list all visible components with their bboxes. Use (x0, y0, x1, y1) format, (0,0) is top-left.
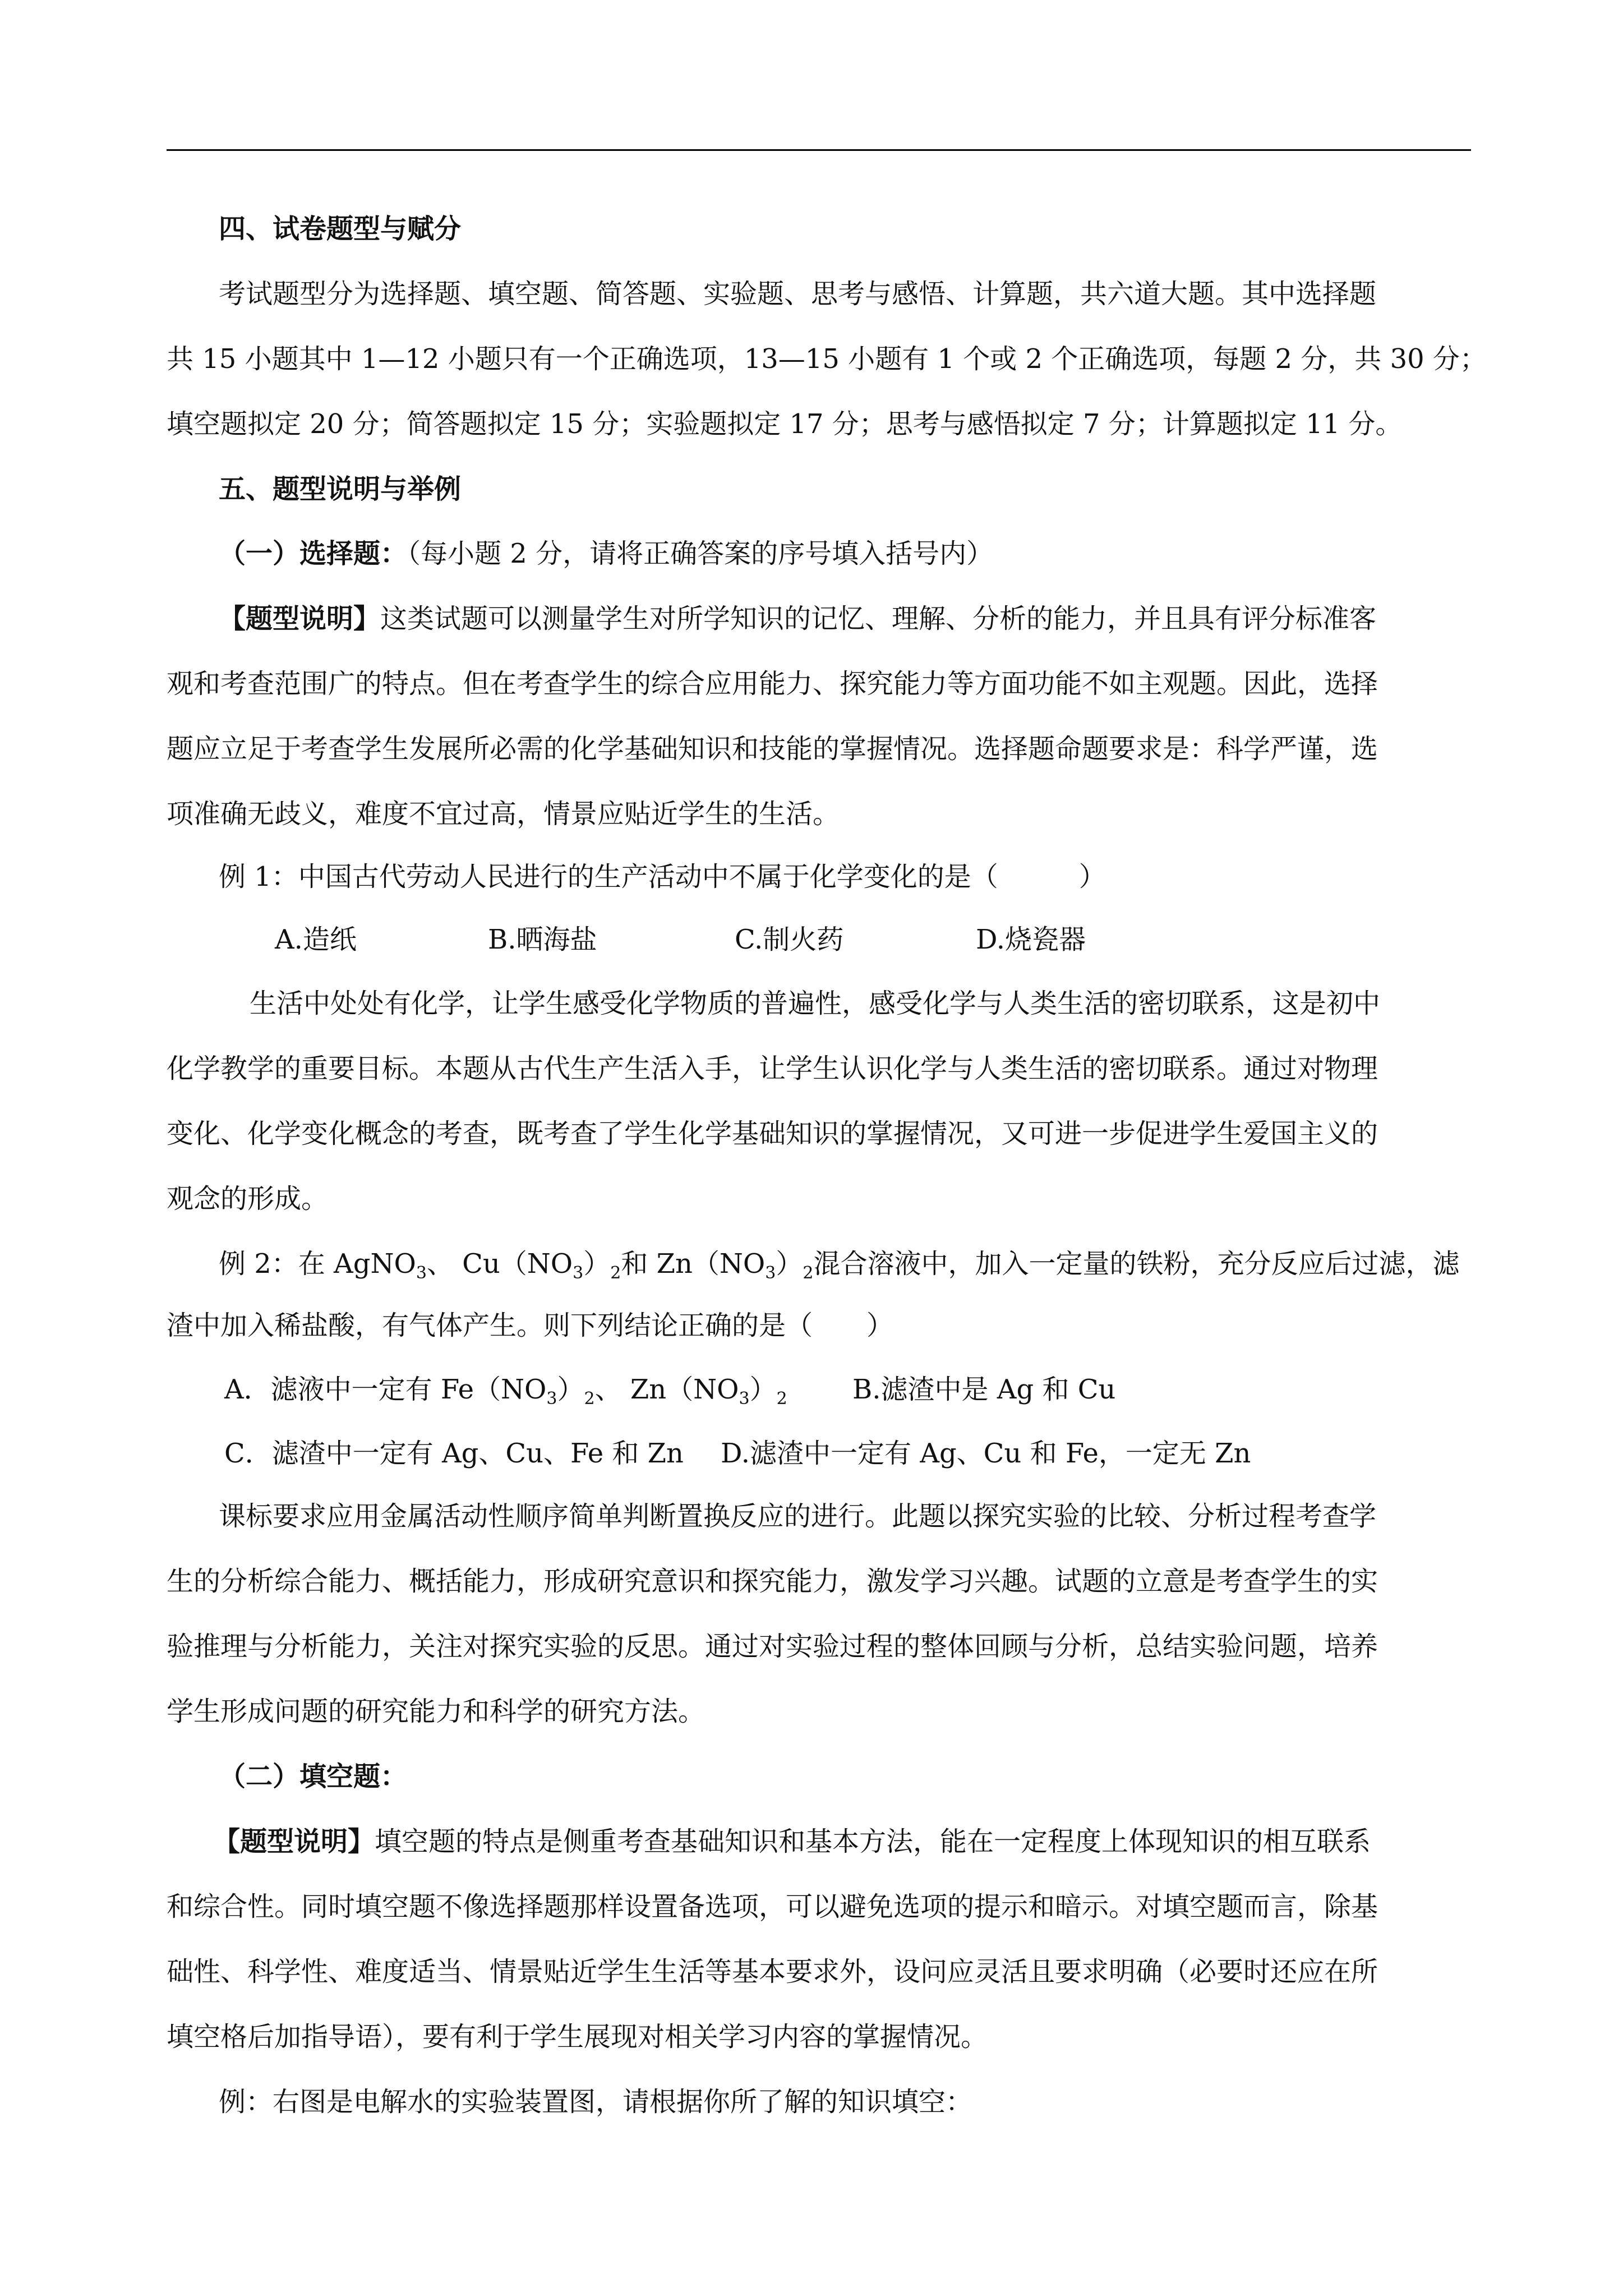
option-b: B.晒海盐 (488, 924, 597, 955)
question-text: 和 Zn（NO (621, 1248, 766, 1280)
option-text: 、 Zn（NO (594, 1374, 739, 1405)
subsection-title-text: （一）选择题： (219, 538, 408, 569)
subscript: 3 (765, 1263, 776, 1283)
section-heading-4: 四、试卷题型与赋分 (219, 213, 462, 245)
subscript: 3 (739, 1389, 750, 1409)
example-1-question: 例 1：中国古代劳动人民进行的生产活动中不属于化学变化的是（ ） (219, 861, 1106, 892)
subscript: 2 (803, 1263, 814, 1283)
paragraph-line: 填空题拟定 20 分；简答题拟定 15 分；实验题拟定 17 分；思考与感悟拟定 7 分；计算题拟定 11 分。 (167, 408, 1403, 440)
desc-line: 填空格后加指导语），要有利于学生展现对相关学习内容的掌握情况。 (167, 2021, 988, 2053)
analysis-line: 学生形成问题的研究能力和科学的研究方法。 (167, 1696, 706, 1727)
example-2-question-line2: 渣中加入稀盐酸，有气体产生。则下列结论正确的是（ ） (167, 1310, 894, 1341)
desc-line (213, 1825, 1518, 1858)
question-text: 、 Cu（NO (426, 1248, 573, 1280)
desc-label: 【题型说明】 (213, 1826, 375, 1857)
analysis-line: 化学教学的重要目标。本题从古代生产生活入手，让学生认识化学与人类生活的密切联系。通过对物理 (167, 1053, 1378, 1084)
option-c: C.制火药 (735, 924, 844, 955)
option-text: A．滤液中一定有 Fe（NO (224, 1374, 547, 1405)
header-rule (167, 149, 1471, 151)
option-d: D.烧瓷器 (976, 924, 1086, 955)
example-2-options-row2 (224, 1437, 1529, 1470)
question-text: 混合溶液中，加入一定量的铁粉，充分反应后过滤，滤 (813, 1248, 1460, 1280)
desc-line (219, 602, 1523, 636)
subscript: 3 (573, 1263, 584, 1283)
option-text: ） (749, 1374, 777, 1405)
subscript: 3 (546, 1389, 557, 1409)
desc-line: 题应立足于考查学生发展所必需的化学基础知识和技能的掌握情况。选择题命题要求是：科学严谨，选 (167, 733, 1378, 765)
option-b: B.滤渣中是 Ag 和 Cu (852, 1374, 1116, 1405)
paragraph-line: 考试题型分为选择题、填空题、简答题、实验题、思考与感悟、计算题，共六道大题。其中选择题 (219, 278, 1377, 310)
desc-label: 【题型说明】 (219, 603, 381, 634)
option-a: A.造纸 (275, 924, 357, 955)
subsection-title-fill: （二）填空题： (219, 1761, 408, 1792)
paragraph-line: 共 15 小题其中 1—12 小题只有一个正确选项，13—15 小题有 1 个或 2 个正确选项，每题 2 分，共 30 分； (167, 343, 1487, 375)
analysis-line: 课标要求应用金属活动性顺序简单判断置换反应的进行。此题以探究实验的比较、分析过程考查学 (219, 1501, 1377, 1532)
analysis-line: 生活中处处有化学，让学生感受化学物质的普遍性，感受化学与人类生活的密切联系，这是初中 (250, 988, 1381, 1019)
analysis-line: 验推理与分析能力，关注对探究实验的反思。通过对实验过程的整体回顾与分析，总结实验问题，培养 (167, 1631, 1378, 1662)
subscript: 3 (416, 1263, 427, 1283)
option-text: ） (557, 1374, 584, 1405)
example-2-question (219, 1247, 1523, 1281)
desc-text: 这类试题可以测量学生对所学知识的记忆、理解、分析的能力，并且具有评分标准客 (380, 603, 1377, 634)
analysis-line: 观念的形成。 (167, 1183, 329, 1214)
desc-line: 础性、科学性、难度适当、情景贴近学生生活等基本要求外，设问应灵活且要求明确（必要时还应在所 (167, 1956, 1378, 1987)
example-2-options-row1 (224, 1373, 1529, 1409)
section-heading-5: 五、题型说明与举例 (219, 473, 462, 505)
desc-line: 项准确无歧义，难度不宜过高，情景应贴近学生的生活。 (167, 798, 840, 830)
question-text: ） (776, 1248, 803, 1280)
option-a (224, 1373, 852, 1409)
subsection-note: （每小题 2 分，请将正确答案的序号填入括号内） (407, 538, 994, 569)
subscript: 2 (776, 1389, 787, 1409)
example-1-options (275, 923, 1579, 956)
desc-line: 和综合性。同时填空题不像选择题那样设置备选项，可以避免选项的提示和暗示。对填空题而言，除基 (167, 1891, 1378, 1922)
desc-text: 填空题的特点是侧重考查基础知识和基本方法，能在一定程度上体现知识的相互联系 (375, 1826, 1371, 1857)
question-text: 例 2：在 AgNO (219, 1248, 416, 1280)
analysis-line: 变化、化学变化概念的考查，既考查了学生化学基础知识的掌握情况，又可进一步促进学生爱国主义的 (167, 1118, 1378, 1149)
option-c: C．滤渣中一定有 Ag、Cu、Fe 和 Zn (224, 1438, 684, 1469)
analysis-line: 生的分析综合能力、概括能力，形成研究意识和探究能力，激发学习兴趣。试题的立意是考查学生的实 (167, 1566, 1378, 1597)
subscript: 2 (584, 1389, 595, 1409)
subscript: 2 (610, 1263, 621, 1283)
desc-line: 观和考查范围广的特点。但在考查学生的综合应用能力、探究能力等方面功能不如主观题。因此，选择 (167, 668, 1378, 700)
question-text: ） (583, 1248, 611, 1280)
example-fill: 例：右图是电解水的实验装置图，请根据你所了解的知识填空： (219, 2086, 973, 2118)
option-d: D.滤渣中一定有 Ag、Cu 和 Fe，一定无 Zn (721, 1438, 1251, 1469)
subsection-title-choice (219, 537, 1523, 570)
